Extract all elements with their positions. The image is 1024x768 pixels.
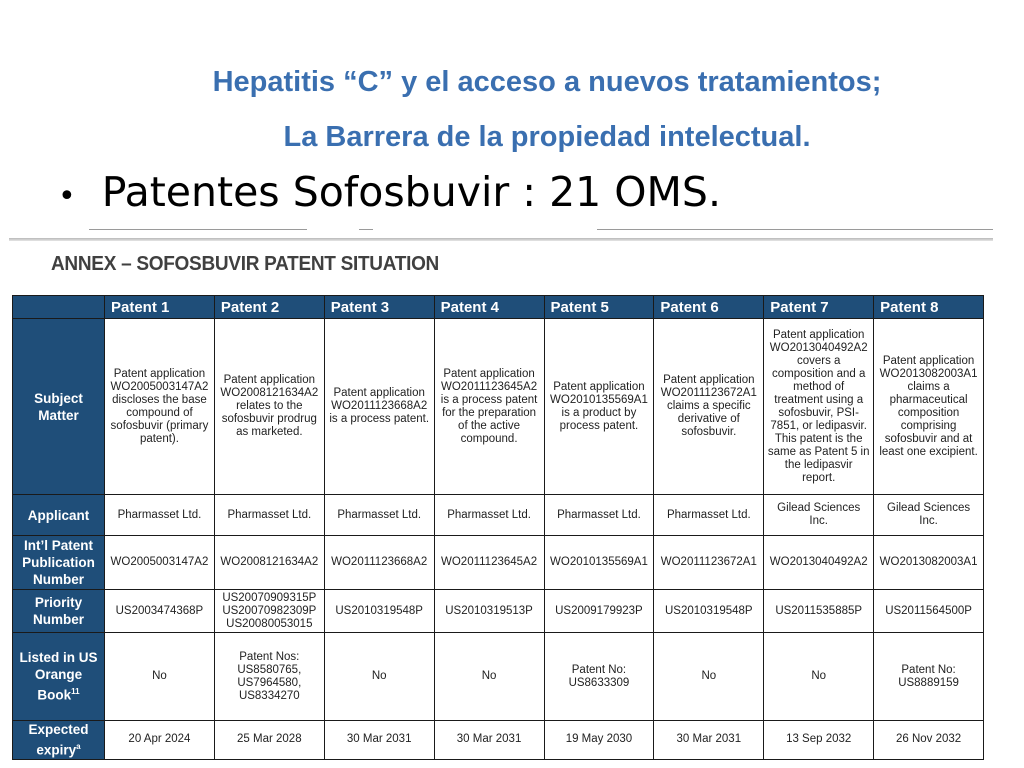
- intl-publication-cell-patent-2: WO2008121634A2: [214, 536, 324, 590]
- column-header-patent-6: Patent 6: [654, 296, 764, 319]
- column-header-patent-4: Patent 4: [434, 296, 544, 319]
- row-header-applicant: [13, 495, 105, 536]
- table-corner-cell: [13, 296, 105, 319]
- row-header-expected-expiry: [13, 721, 105, 760]
- orange-book-cell-patent-6: No: [654, 633, 764, 721]
- column-header-patent-3: Patent 3: [324, 296, 434, 319]
- row-header-label: Int’l Patent Publication Number: [22, 538, 95, 587]
- slide-title-line2: La Barrera de la propiedad intelectual.: [283, 121, 811, 153]
- subject-matter-cell-patent-6: Patent application WO2011123672A1 claims a specific derivative of sofosbuvir.: [654, 319, 764, 495]
- embedded-annex-image: [9, 229, 993, 768]
- row-header-footnote-mark: a: [76, 742, 81, 751]
- subject-matter-cell-patent-3: Patent application WO2011123668A2 is a process patent.: [324, 319, 434, 495]
- annex-title: ANNEX – SOFOSBUVIR PATENT SITUATION: [51, 253, 440, 275]
- priority-number-cell-patent-2: US20070909315P US20070982309P US20080053015: [214, 590, 324, 633]
- subject-matter-cell-patent-4: Patent application WO2011123645A2 is a process patent for the preparation of the active compound.: [434, 319, 544, 495]
- applicant-cell-patent-1: Pharmasset Ltd.: [105, 495, 215, 536]
- row-header-label: Applicant: [27, 507, 90, 523]
- orange-book-cell-patent-1: No: [105, 633, 215, 721]
- subject-matter-cell-patent-1: Patent application WO2005003147A2 discloses the base compound of sofosbuvir (primary patent).: [105, 319, 215, 495]
- intl-publication-cell-patent-6: WO2011123672A1: [654, 536, 764, 590]
- row-header-subject-matter: [13, 319, 105, 495]
- table-row-applicant: [13, 495, 984, 536]
- row-header-label: Listed in US Orange Book: [19, 650, 98, 703]
- priority-number-cell-patent-5: US2009179923P: [544, 590, 654, 633]
- orange-book-cell-patent-3: No: [324, 633, 434, 721]
- orange-book-cell-patent-5: Patent No: US8633309: [544, 633, 654, 721]
- row-header-label: Expected expiry: [28, 722, 89, 758]
- expected-expiry-cell-patent-1: 20 Apr 2024: [105, 721, 215, 760]
- column-header-patent-2: Patent 2: [214, 296, 324, 319]
- priority-number-cell-patent-1: US2003474368P: [105, 590, 215, 633]
- applicant-cell-patent-2: Pharmasset Ltd.: [214, 495, 324, 536]
- intl-publication-cell-patent-7: WO2013040492A2: [764, 536, 874, 590]
- orange-book-cell-patent-7: No: [764, 633, 874, 721]
- subject-matter-cell-patent-8: Patent application WO2013082003A1 claims a pharmaceutical composition comprising sofosbuvir and at least one excipient.: [874, 319, 984, 495]
- orange-book-cell-patent-2: Patent Nos: US8580765, US7964580, US8334270: [214, 633, 324, 721]
- row-header-intl-publication: [13, 536, 105, 590]
- row-header-footnote-mark: 11: [71, 687, 80, 697]
- patent-table: [12, 295, 984, 760]
- orange-book-cell-patent-4: No: [434, 633, 544, 721]
- priority-number-cell-patent-4: US2010319513P: [434, 590, 544, 633]
- bullet-text: Patentes Sofosbuvir : 21 OMS.: [101, 168, 721, 216]
- priority-number-cell-patent-6: US2010319548P: [654, 590, 764, 633]
- expected-expiry-cell-patent-2: 25 Mar 2028: [214, 721, 324, 760]
- expected-expiry-cell-patent-8: 26 Nov 2032: [874, 721, 984, 760]
- priority-number-cell-patent-8: US2011564500P: [874, 590, 984, 633]
- row-header-label: Priority Number: [32, 595, 84, 627]
- orange-book-cell-patent-8: Patent No: US8889159: [874, 633, 984, 721]
- intl-publication-cell-patent-1: WO2005003147A2: [105, 536, 215, 590]
- priority-number-cell-patent-3: US2010319548P: [324, 590, 434, 633]
- embed-top-border: [9, 229, 993, 241]
- table-row-expected-expiry: [13, 721, 984, 760]
- intl-publication-cell-patent-8: WO2013082003A1: [874, 536, 984, 590]
- intl-publication-cell-patent-5: WO2010135569A1: [544, 536, 654, 590]
- intl-publication-cell-patent-3: WO2011123668A2: [324, 536, 434, 590]
- bullet-item: [58, 168, 721, 216]
- table-row-intl-publication: [13, 536, 984, 590]
- table-row-orange-book: [13, 633, 984, 721]
- column-header-patent-5: Patent 5: [544, 296, 654, 319]
- table-row-subject-matter: [13, 319, 984, 495]
- applicant-cell-patent-6: Pharmasset Ltd.: [654, 495, 764, 536]
- priority-number-cell-patent-7: US2011535885P: [764, 590, 874, 633]
- column-header-patent-8: Patent 8: [874, 296, 984, 319]
- subject-matter-cell-patent-7: Patent application WO2013040492A2 covers a composition and a method of treatment using a sofosbuvir, PSI-7851, or ledipasvir. This patent is the same as Patent 5 in the ledipasvir report.: [764, 319, 874, 495]
- subject-matter-cell-patent-2: Patent application WO2008121634A2 relates to the sofosbuvir prodrug as marketed.: [214, 319, 324, 495]
- intl-publication-cell-patent-4: WO2011123645A2: [434, 536, 544, 590]
- applicant-cell-patent-5: Pharmasset Ltd.: [544, 495, 654, 536]
- expected-expiry-cell-patent-4: 30 Mar 2031: [434, 721, 544, 760]
- table-header-row: [13, 296, 984, 319]
- applicant-cell-patent-8: Gilead Sciences Inc.: [874, 495, 984, 536]
- slide-title-line1: Hepatitis “C” y el acceso a nuevos tratamientos;: [212, 66, 882, 98]
- expected-expiry-cell-patent-3: 30 Mar 2031: [324, 721, 434, 760]
- subject-matter-cell-patent-5: Patent application WO2010135569A1 is a product by process patent.: [544, 319, 654, 495]
- row-header-label: Subject Matter: [34, 390, 83, 423]
- bullet-dot: •: [58, 179, 76, 214]
- row-header-priority-number: [13, 590, 105, 633]
- column-header-patent-7: Patent 7: [764, 296, 874, 319]
- applicant-cell-patent-3: Pharmasset Ltd.: [324, 495, 434, 536]
- applicant-cell-patent-4: Pharmasset Ltd.: [434, 495, 544, 536]
- expected-expiry-cell-patent-7: 13 Sep 2032: [764, 721, 874, 760]
- row-header-orange-book: [13, 633, 105, 721]
- table-row-priority-number: [13, 590, 984, 633]
- applicant-cell-patent-7: Gilead Sciences Inc.: [764, 495, 874, 536]
- expected-expiry-cell-patent-5: 19 May 2030: [544, 721, 654, 760]
- expected-expiry-cell-patent-6: 30 Mar 2031: [654, 721, 764, 760]
- column-header-patent-1: Patent 1: [105, 296, 215, 319]
